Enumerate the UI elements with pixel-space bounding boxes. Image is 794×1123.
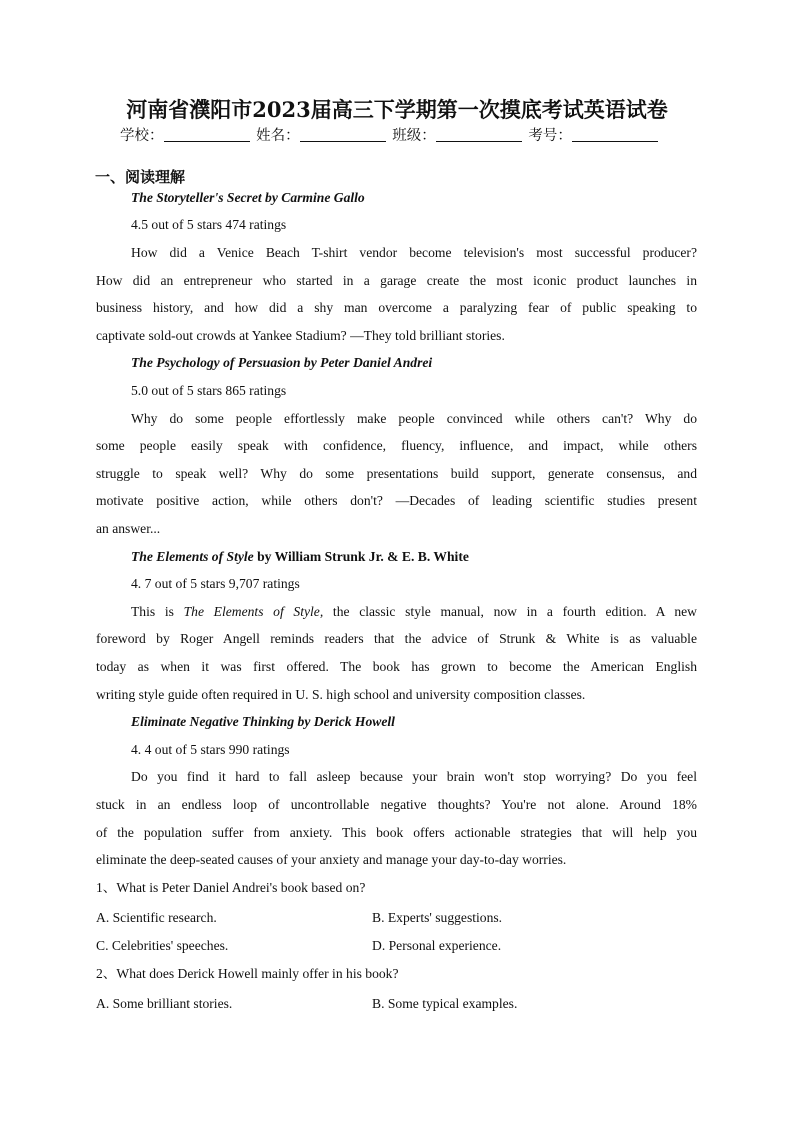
paragraph-line: business history, and how did a shy man overcome a paralyzing fear of public speaking to — [96, 300, 697, 315]
paragraph-line: How did a Venice Beach T-shirt vendor become television's most successful producer? — [131, 245, 697, 260]
number-label: 考号： — [528, 128, 572, 144]
paragraph-line: of the population suffer from anxiety. This book offers actionable strategies that will help you — [96, 825, 697, 840]
text-segment-italic: The Elements of Style, — [183, 604, 324, 619]
paragraph-line: Do you find it hard to fall asleep because your brain won't stop worrying? Do you feel — [131, 769, 697, 784]
paragraph-line: struggle to speak well? Why do some presentations build support, generate consensus, and — [96, 466, 697, 481]
number-blank[interactable] — [572, 127, 658, 142]
option-a: A. Scientific research. — [96, 910, 217, 925]
section-heading: 一、阅读理解 — [95, 168, 186, 186]
book-rating: 4. 7 out of 5 stars 9,707 ratings — [131, 576, 300, 591]
paragraph-line: foreword by Roger Angell reminds readers that the advice of Strunk & White is as valuable — [96, 631, 697, 646]
paragraph-line: some people easily speak with confidence, fluency, influence, and impact, while others — [96, 438, 697, 453]
text-segment: This is — [131, 604, 184, 619]
paragraph-line: stuck in an endless loop of uncontrollable negative thoughts? You're not alone. Around 18% — [96, 797, 697, 812]
book-rating: 4.5 out of 5 stars 474 ratings — [131, 217, 287, 232]
paragraph-line: eliminate the deep-seated causes of your anxiety and manage your day-to-day worries. — [96, 852, 567, 867]
text-segment: the classic style manual, now in a fourth edition. A new — [323, 604, 697, 619]
book-title: The Psychology of Persuasion by Peter Daniel Andrei — [131, 355, 433, 370]
book-title-italic: The Elements of Style — [131, 549, 254, 564]
book-title: The Storyteller's Secret by Carmine Gallo — [131, 190, 365, 205]
school-label: 学校： — [120, 128, 164, 144]
book-rating: 4. 4 out of 5 stars 990 ratings — [131, 742, 290, 757]
exam-title: 河南省濮阳市2023届高三下学期第一次摸底考试英语试卷 — [126, 97, 668, 122]
name-label: 姓名： — [256, 128, 300, 144]
school-blank[interactable] — [164, 127, 250, 142]
name-blank[interactable] — [300, 127, 386, 142]
paragraph-line — [131, 603, 697, 621]
question-stem: 1、What is Peter Daniel Andrei's book based on? — [96, 880, 366, 895]
book-title — [131, 548, 469, 566]
option-d: D. Personal experience. — [372, 938, 502, 953]
question-stem: 2、What does Derick Howell mainly offer in his book? — [96, 966, 399, 981]
paragraph-line: today as when it was first offered. The book has grown to become the American English — [96, 659, 697, 674]
paragraph-line: motivate positive action, while others don't? —Decades of leading scientific studies present — [96, 493, 697, 508]
student-info-row — [120, 124, 660, 145]
class-label: 班级： — [392, 128, 436, 144]
option-c: C. Celebrities' speeches. — [96, 938, 229, 953]
paragraph-line: captivate sold-out crowds at Yankee Stadium? —They told brilliant stories. — [96, 328, 505, 343]
paragraph-line: Why do some people effortlessly make people convinced while others can't? Why do — [131, 411, 697, 426]
paragraph-line: writing style guide often required in U. S. high school and university composition classes. — [96, 687, 586, 702]
book-title-authors: by William Strunk Jr. & E. B. White — [253, 549, 469, 564]
book-title: Eliminate Negative Thinking by Derick Howell — [131, 714, 395, 729]
paragraph-line: How did an entrepreneur who started in a garage create the most iconic product launches in — [96, 273, 697, 288]
paragraph-line: an answer... — [96, 521, 161, 536]
option-a: A. Some brilliant stories. — [96, 996, 233, 1011]
book-rating: 5.0 out of 5 stars 865 ratings — [131, 383, 287, 398]
class-blank[interactable] — [436, 127, 522, 142]
option-b: B. Experts' suggestions. — [372, 910, 503, 925]
option-b: B. Some typical examples. — [372, 996, 518, 1011]
